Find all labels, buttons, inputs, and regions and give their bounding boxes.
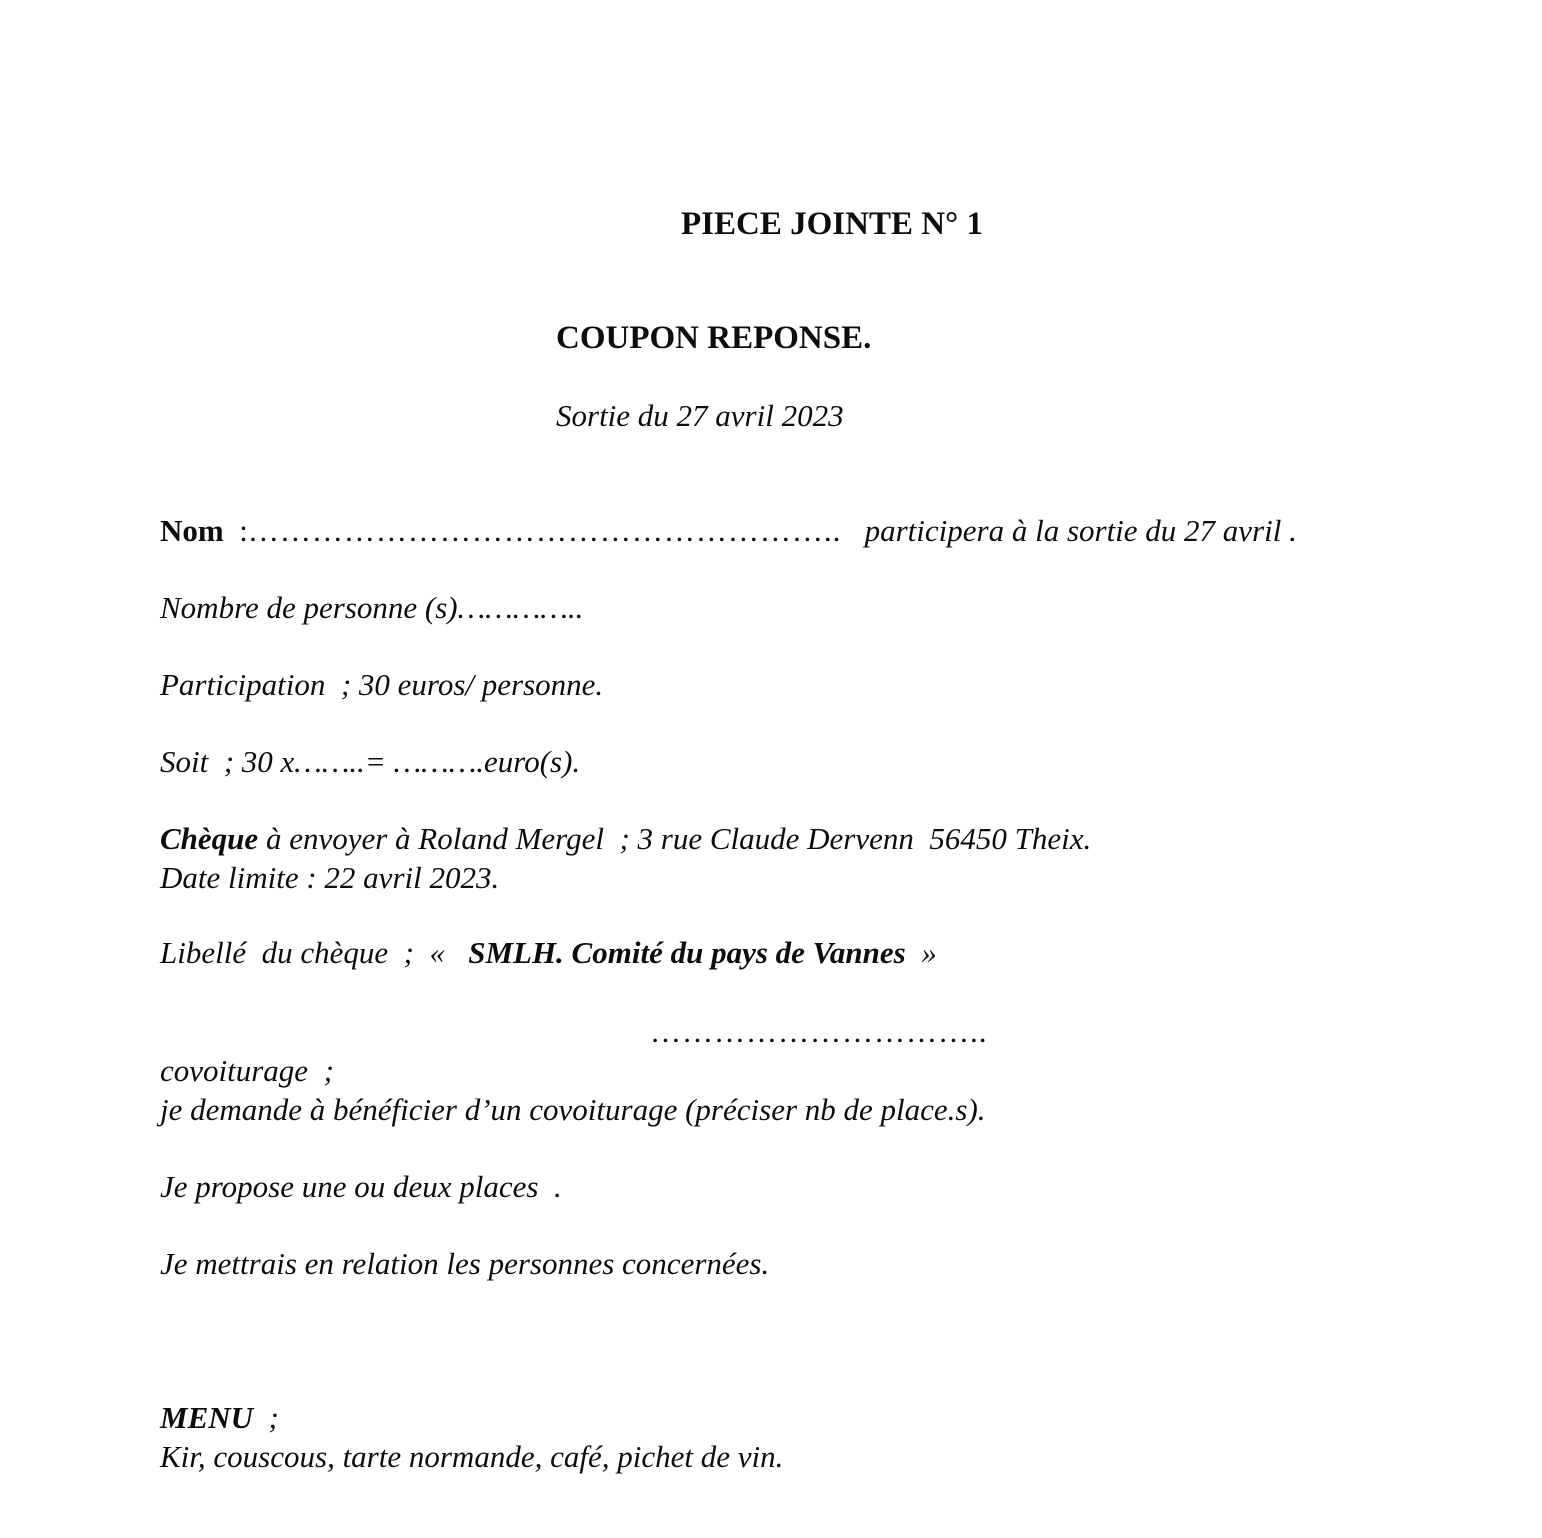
menu-separator: ; (253, 1400, 279, 1435)
total-amount-line: Soit ; 30 x……..= ……….euro(s). (160, 744, 581, 779)
payee-lead: Libellé du chèque ; « (160, 935, 469, 970)
payee-close-quote: » (905, 935, 937, 970)
payee-name: SMLH. Comité du pays de Vannes (468, 935, 906, 970)
menu-items-line: Kir, couscous, tarte normande, café, pichet de vin. (160, 1439, 784, 1474)
cheque-address: à envoyer à Roland Mergel ; 3 rue Claude Dervenn 56450 Theix. (258, 821, 1092, 856)
carpool-request-line: je demande à bénéficier d’un covoiturage (préciser nb de place.s). (160, 1092, 986, 1127)
coupon-heading: COUPON REPONSE. (556, 320, 872, 356)
name-line-tail: participera à la sortie du 27 avril . (841, 513, 1297, 548)
name-line (160, 511, 1432, 550)
number-of-persons-line: Nombre de personne (s)………….. (160, 590, 584, 625)
cheque-paragraph (160, 819, 1432, 897)
carpool-paragraph (160, 1051, 1432, 1129)
name-label: Nom (160, 513, 224, 548)
menu-paragraph (160, 1398, 1432, 1476)
connect-persons-line: Je mettrais en relation les personnes concernées. (160, 1246, 770, 1281)
name-dotted-field: ……………………………………………….. (247, 513, 842, 548)
cheque-payee-line (160, 933, 1432, 972)
carpool-label: covoiturage ; (160, 1053, 334, 1088)
carpool-dotted-field: ………………………….. (650, 1014, 988, 1049)
name-colon: : (223, 513, 248, 548)
participation-line: Participation ; 30 euros/ personne. (160, 667, 604, 702)
offer-seats-line: Je propose une ou deux places . (160, 1169, 562, 1204)
page-title: PIECE JOINTE N° 1 (681, 206, 983, 242)
deadline-line: Date limite : 22 avril 2023. (160, 860, 500, 895)
menu-label: MENU (160, 1400, 254, 1435)
outing-date-line: Sortie du 27 avril 2023 (556, 398, 844, 433)
cheque-label: Chèque (160, 821, 259, 856)
